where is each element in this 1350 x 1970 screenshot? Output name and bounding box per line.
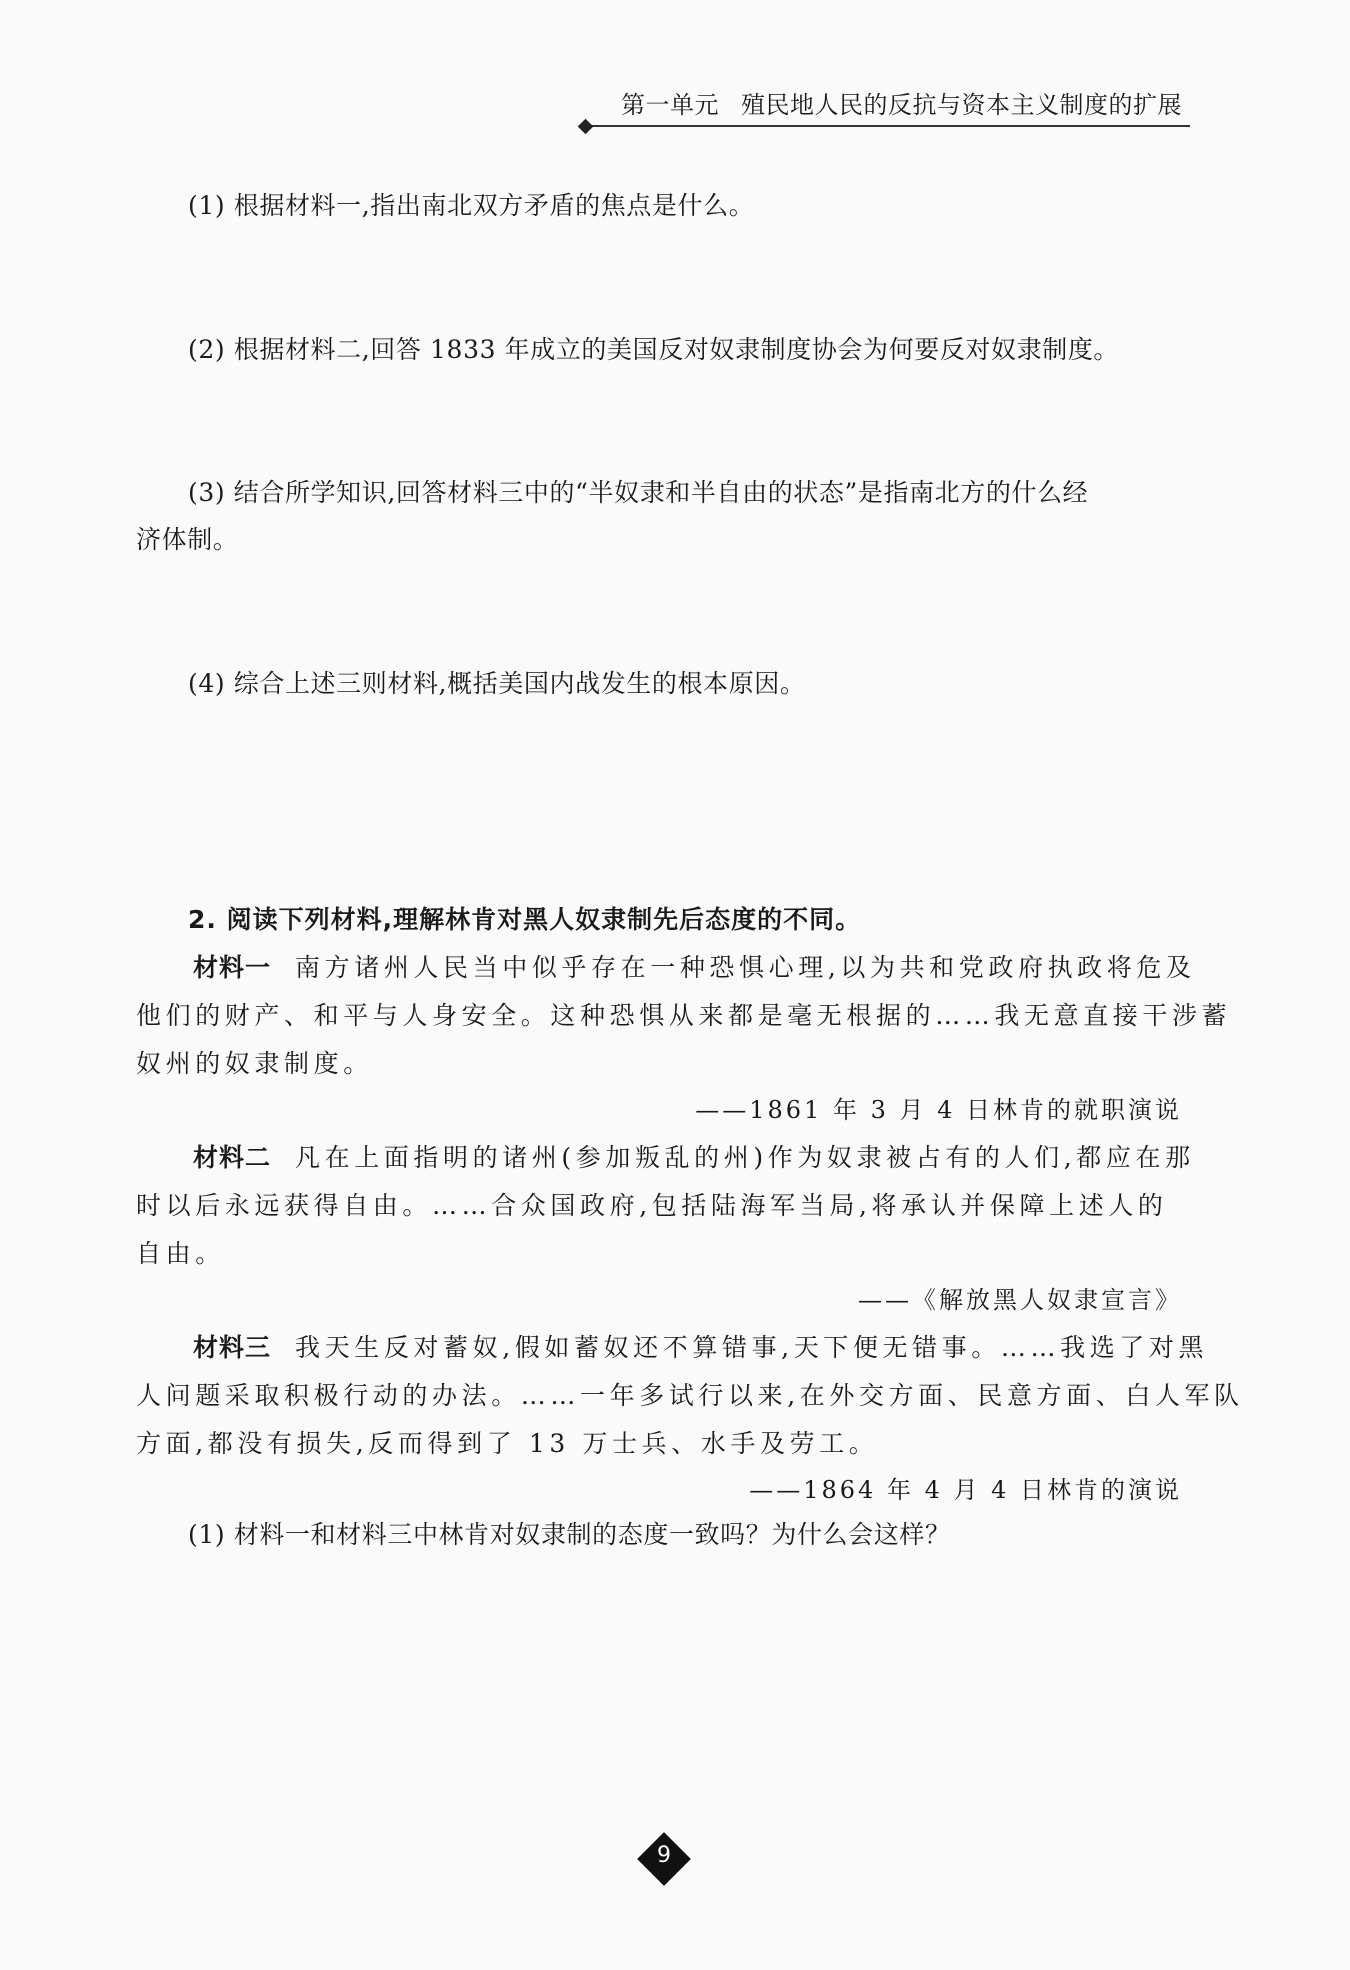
material-1-text-1: 南方诸州人民当中似乎存在一种恐惧心理,以为共和党政府执政将危及 xyxy=(295,953,1196,982)
material-1-line-1 xyxy=(193,948,1196,984)
header-diamond-icon xyxy=(578,119,594,135)
material-3-line-2: 人问题采取积极行动的办法。……一年多试行以来,在外交方面、民意方面、白人军队 xyxy=(136,1381,1244,1410)
material-1-line-2: 他们的财产、和平与人身安全。这种恐惧从来都是毫无根据的……我无意直接干涉蓄 xyxy=(136,1001,1232,1030)
question-2-title: 2. 阅读下列材料,理解林肯对黑人奴隶制先后态度的不同。 xyxy=(188,905,862,934)
unit-title: 殖民地人民的反抗与资本主义制度的扩展 xyxy=(741,91,1182,119)
material-3-text-1: 我天生反对蓄奴,假如蓄奴还不算错事,天下便无错事。……我选了对黑 xyxy=(295,1333,1209,1362)
question-1-1: (1) 根据材料一,指出南北双方矛盾的焦点是什么。 xyxy=(188,191,755,220)
material-2-label: 材料二 xyxy=(193,1143,272,1172)
page-number-badge xyxy=(636,1831,692,1887)
material-1-line-3: 奴州的奴隶制度。 xyxy=(136,1049,373,1078)
header-text xyxy=(621,85,1182,120)
question-2-1: (1) 材料一和材料三中林肯对奴隶制的态度一致吗？为什么会这样？ xyxy=(188,1520,951,1549)
question-1-4: (4) 综合上述三则材料,概括美国内战发生的根本原因。 xyxy=(188,669,806,698)
material-2-line-2: 时以后永远获得自由。……合众国政府,包括陆海军当局,将承认并保障上述人的 xyxy=(136,1191,1168,1220)
material-1-label: 材料一 xyxy=(193,953,272,982)
material-3-line-3: 方面,都没有损失,反而得到了 13 万士兵、水手及劳工。 xyxy=(136,1429,879,1458)
material-3-source: ——1864 年 4 月 4 日林肯的演说 xyxy=(749,1476,1182,1504)
material-2-line-1 xyxy=(193,1138,1195,1174)
page-header xyxy=(588,85,1190,127)
material-2-line-3: 自由。 xyxy=(136,1239,225,1268)
material-2-source: ——《解放黑人奴隶宣言》 xyxy=(858,1286,1182,1314)
question-1-3-cont: 济体制。 xyxy=(136,525,239,554)
material-3-label: 材料三 xyxy=(193,1333,272,1362)
material-2-text-1: 凡在上面指明的诸州(参加叛乱的州)作为奴隶被占有的人们,都应在那 xyxy=(295,1143,1195,1172)
page-number: 9 xyxy=(657,1843,671,1868)
unit-label: 第一单元 xyxy=(621,91,719,119)
question-1-2: (2) 根据材料二,回答 1833 年成立的美国反对奴隶制度协会为何要反对奴隶制度。 xyxy=(188,335,1120,364)
material-3-line-1 xyxy=(193,1328,1208,1364)
question-1-3: (3) 结合所学知识,回答材料三中的“半奴隶和半自由的状态”是指南北方的什么经 xyxy=(188,478,1089,507)
material-1-source: ——1861 年 3 月 4 日林肯的就职演说 xyxy=(695,1096,1182,1124)
